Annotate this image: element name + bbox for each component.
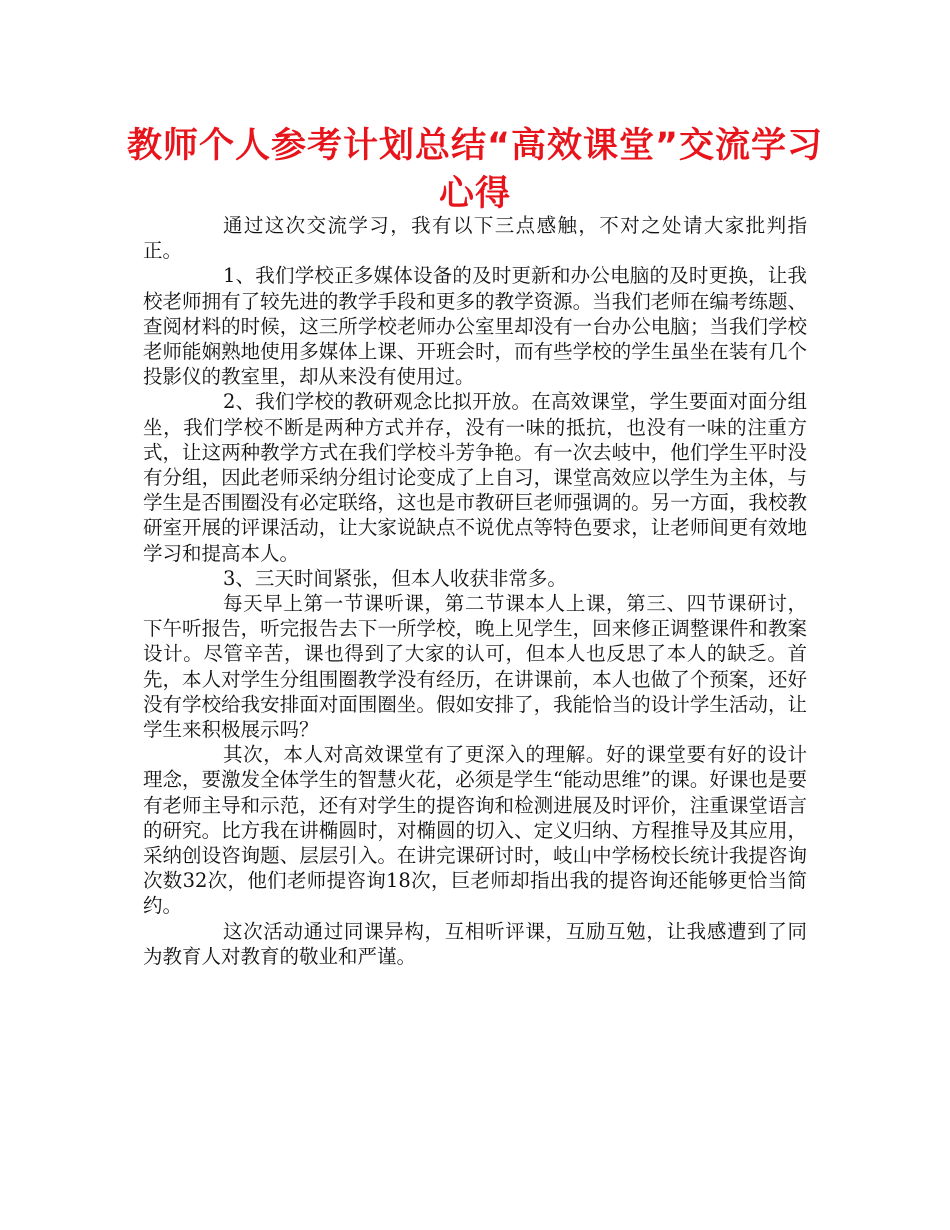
paragraph-point-2: 2、我们学校的教研观念比拟开放。在高效课堂，学生要面对面分组坐，我们学校不断是两种方式并存，没有一味的抵抗，也没有一味的注重方式，让这两种教学方式在我们学校斗芳争艳。有一次去岐中，他们学生平时没有分组，因此老师采纳分组讨论变成了上自习，课堂高效应以学生为主体，与学生是否围圈没有必定联络，这也是市教研巨老师强调的。另一方面，我校教研室开展的评课活动，让大家说缺点不说优点等特色要求，让老师间更有效地学习和提高本人。 (143, 390, 807, 565)
paragraph-daily-schedule: 每天早上第一节课听课，第二节课本人上课，第三、四节课研讨，下午听报告，听完报告去下一所学校，晚上见学生，回来修正调整课件和教案设计。尽管辛苦，课也得到了大家的认可，但本人也反思了本人的缺乏。首先，本人对学生分组围圈教学没有经历，在讲课前，本人也做了个预案，还好没有学校给我安排面对面围圈坐。假如安排了，我能恰当的设计学生活动，让学生来积极展示吗？ (143, 592, 807, 742)
paragraph-intro: 通过这次交流学习，我有以下三点感触，不对之处请大家批判指正。 (143, 214, 807, 263)
paragraph-understanding: 其次，本人对高效课堂有了更深入的理解。好的课堂要有好的设计理念，要激发全体学生的智慧火花，必须是学生“能动思维”的课。好课也是要有老师主导和示范，还有对学生的提咨询和检测进展及时评价，注重课堂语言的研究。比方我在讲椭圆时，对椭圆的切入、定义归纳、方程推导及其应用，采纳创设咨询题、层层引入。在讲完课研讨时，岐山中学杨校长统计我提咨询次数32次，他们老师提咨询18次，巨老师却指出我的提咨询还能够更恰当简约。 (143, 743, 807, 918)
document-title: 教师个人参考计划总结“高效课堂”交流学习心得 (126, 126, 823, 214)
document-body (143, 213, 807, 969)
paragraph-conclusion: 这次活动通过同课异构，互相听评课，互励互勉，让我感遭到了同为教育人对教育的敬业和严谨。 (143, 919, 807, 968)
paragraph-point-1: 1、我们学校正多媒体设备的及时更新和办公电脑的及时更换，让我校老师拥有了较先进的教学手段和更多的教学资源。当我们老师在编考练题、查阅材料的时候，这三所学校老师办公室里却没有一台办公电脑；当我们学校老师能娴熟地使用多媒体上课、开班会时，而有些学校的学生虽坐在装有几个投影仪的教室里，却从来没有使用过。 (143, 264, 807, 389)
paragraph-point-3: 3、三天时间紧张，但本人收获非常多。 (222, 566, 567, 590)
